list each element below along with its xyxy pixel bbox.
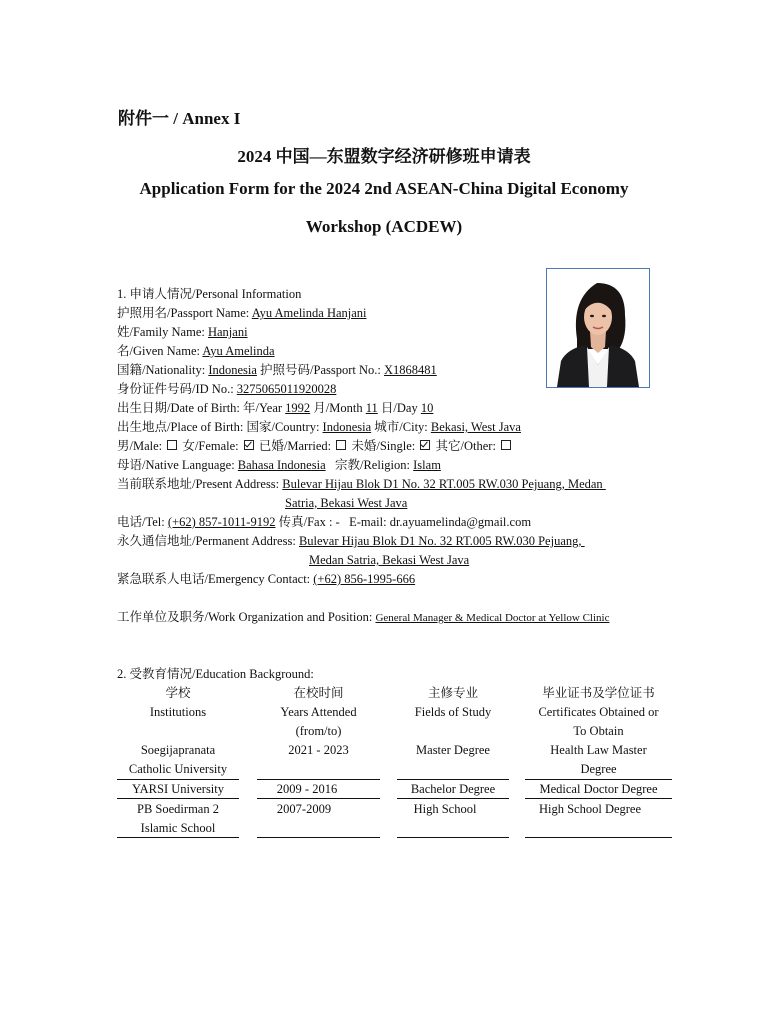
header-years-2: (from/to) bbox=[295, 724, 342, 738]
row-divider bbox=[257, 837, 380, 838]
family-name-row bbox=[117, 323, 248, 342]
form-title-chinese: 2024 中国—东盟数字经济研修班申请表 bbox=[237, 147, 531, 166]
emergency-row bbox=[117, 570, 415, 589]
header-years: Years Attended bbox=[280, 705, 357, 719]
table-cell: Degree bbox=[580, 762, 617, 776]
header-certificates-2: To Obtain bbox=[573, 724, 624, 738]
married-label: 已婚/Married: bbox=[258, 439, 332, 453]
dob-year-value: 1992 bbox=[285, 401, 311, 415]
single-label: 未婚/Single: bbox=[351, 439, 416, 453]
dob-row bbox=[117, 399, 433, 418]
family-name-value: Hanjani bbox=[207, 325, 248, 339]
table-cell: 2007-2009 bbox=[276, 802, 332, 816]
passport-name-label: 护照用名/Passport Name: bbox=[117, 306, 252, 320]
nationality-row bbox=[117, 361, 437, 380]
given-name-value: Ayu Amelinda bbox=[202, 344, 275, 358]
id-value: 3275065011920028 bbox=[236, 382, 337, 396]
pob-city-label: 城市/City: bbox=[371, 420, 431, 434]
table-cell: Soegijapranata bbox=[140, 743, 216, 757]
table-cell: Bachelor Degree bbox=[410, 782, 496, 796]
passport-no-label: 护照号码/Passport No.: bbox=[256, 363, 385, 377]
native-language-value: Bahasa Indonesia bbox=[237, 458, 326, 472]
work-row bbox=[117, 608, 609, 628]
tel-label: 电话/Tel: bbox=[117, 515, 168, 529]
row-divider bbox=[117, 837, 239, 838]
female-checkbox[interactable] bbox=[244, 440, 254, 450]
permanent-address-row-2 bbox=[309, 551, 469, 570]
row-divider bbox=[525, 837, 672, 838]
given-name-row bbox=[117, 342, 275, 361]
row-divider bbox=[397, 837, 509, 838]
pob-label: 出生地点/Place of Birth: 国家/Country: bbox=[117, 420, 323, 434]
dob-day-label: 日/Day bbox=[377, 401, 421, 415]
permanent-address-value: Bulevar Hijau Blok D1 No. 32 RT.005 RW.030 Pejuang, bbox=[298, 534, 585, 548]
married-checkbox[interactable] bbox=[336, 440, 346, 450]
emergency-value: (+62) 856-1995-666 bbox=[313, 572, 416, 586]
row-divider bbox=[397, 798, 509, 799]
work-value: General Manager & Medical Doctor at Yellow Clinic bbox=[375, 612, 610, 624]
row-divider bbox=[117, 798, 239, 799]
header-fields: Fields of Study bbox=[414, 705, 492, 719]
gender-status-row bbox=[117, 437, 513, 456]
header-institutions-cn: 学校 bbox=[165, 686, 191, 700]
form-title-english-line2: Workshop (ACDEW) bbox=[305, 217, 463, 236]
language-religion-row bbox=[117, 456, 441, 475]
dob-month-value: 11 bbox=[365, 401, 378, 415]
permanent-address-row bbox=[117, 532, 585, 551]
family-name-label: 姓/Family Name: bbox=[117, 325, 208, 339]
dob-year-label: 出生日期/Date of Birth: 年/Year bbox=[117, 401, 286, 415]
pob-city-value: Bekasi, West Java bbox=[430, 420, 521, 434]
annex-label: 附件一 / Annex I bbox=[118, 109, 241, 128]
dob-day-value: 10 bbox=[420, 401, 434, 415]
given-name-label: 名/Given Name: bbox=[117, 344, 203, 358]
permanent-address-label: 永久通信地址/Permanent Address: bbox=[117, 534, 299, 548]
native-language-label: 母语/Native Language: bbox=[117, 458, 238, 472]
dob-month-label: 月/Month bbox=[310, 401, 366, 415]
table-cell: 2021 - 2023 bbox=[288, 743, 349, 757]
passport-no-value: X1868481 bbox=[384, 363, 437, 377]
work-label: 工作单位及职务/Work Organization and Position: bbox=[117, 610, 376, 624]
nationality-value: Indonesia bbox=[208, 363, 257, 377]
table-cell: PB Soedirman 2 bbox=[137, 802, 219, 816]
table-cell: Master Degree bbox=[416, 743, 490, 757]
table-cell: Health Law Master bbox=[550, 743, 647, 757]
permanent-address-value-2: Medan Satria, Bekasi West Java bbox=[309, 553, 470, 567]
header-certificates-cn: 毕业证书及学位证书 bbox=[542, 686, 655, 700]
applicant-photo bbox=[546, 268, 650, 388]
present-address-value-2: Satria, Bekasi West Java bbox=[285, 496, 408, 510]
present-address-label: 当前联系地址/Present Address: bbox=[117, 477, 283, 491]
present-address-row-2 bbox=[285, 494, 407, 513]
religion-value: Islam bbox=[413, 458, 441, 472]
header-years-cn: 在校时间 bbox=[293, 686, 344, 700]
present-address-row bbox=[117, 475, 606, 494]
table-cell: High School bbox=[413, 802, 477, 816]
female-label: 女/Female: bbox=[182, 439, 239, 453]
education-section-title: 2. 受教育情况/Education Background: bbox=[117, 667, 314, 681]
male-label: 男/Male: bbox=[117, 439, 163, 453]
passport-name-value: Ayu Amelinda Hanjani bbox=[251, 306, 367, 320]
other-checkbox[interactable] bbox=[501, 440, 511, 450]
emergency-label: 紧急联系人电话/Emergency Contact: bbox=[117, 572, 314, 586]
applicant-photo-image bbox=[547, 269, 649, 387]
personal-section-title: 1. 申请人情况/Personal Information bbox=[117, 287, 302, 301]
nationality-label: 国籍/Nationality: bbox=[117, 363, 209, 377]
male-checkbox[interactable] bbox=[167, 440, 177, 450]
header-certificates: Certificates Obtained or bbox=[538, 705, 659, 719]
table-cell: Islamic School bbox=[140, 821, 216, 835]
header-fields-cn: 主修专业 bbox=[427, 686, 478, 700]
other-label: 其它/Other: bbox=[435, 439, 496, 453]
passport-name-row bbox=[117, 304, 367, 323]
single-checkbox[interactable] bbox=[420, 440, 430, 450]
id-row bbox=[117, 380, 336, 399]
table-cell: 2009 - 2016 bbox=[276, 782, 338, 796]
table-cell: YARSI University bbox=[131, 782, 225, 796]
form-title-english: Application Form for the 2024 2nd ASEAN-China Digital Economy bbox=[139, 179, 629, 198]
pob-country-value: Indonesia bbox=[322, 420, 372, 434]
fax-email: 传真/Fax : - E-mail: dr.ayuamelinda@gmail.com bbox=[275, 515, 532, 529]
pob-row bbox=[117, 418, 521, 437]
id-label: 身份证件号码/ID No.: bbox=[117, 382, 237, 396]
table-cell: High School Degree bbox=[538, 802, 642, 816]
row-divider bbox=[257, 798, 380, 799]
religion-label: 宗教/Religion: bbox=[325, 458, 414, 472]
table-cell: Medical Doctor Degree bbox=[539, 782, 658, 796]
row-divider bbox=[525, 798, 672, 799]
table-cell: Catholic University bbox=[128, 762, 228, 776]
contact-row bbox=[117, 513, 531, 532]
present-address-value: Bulevar Hijau Blok D1 No. 32 RT.005 RW.030 Pejuang, Medan bbox=[282, 477, 606, 491]
tel-value: (+62) 857-1011-9192 bbox=[167, 515, 276, 529]
header-institutions: Institutions bbox=[149, 705, 207, 719]
